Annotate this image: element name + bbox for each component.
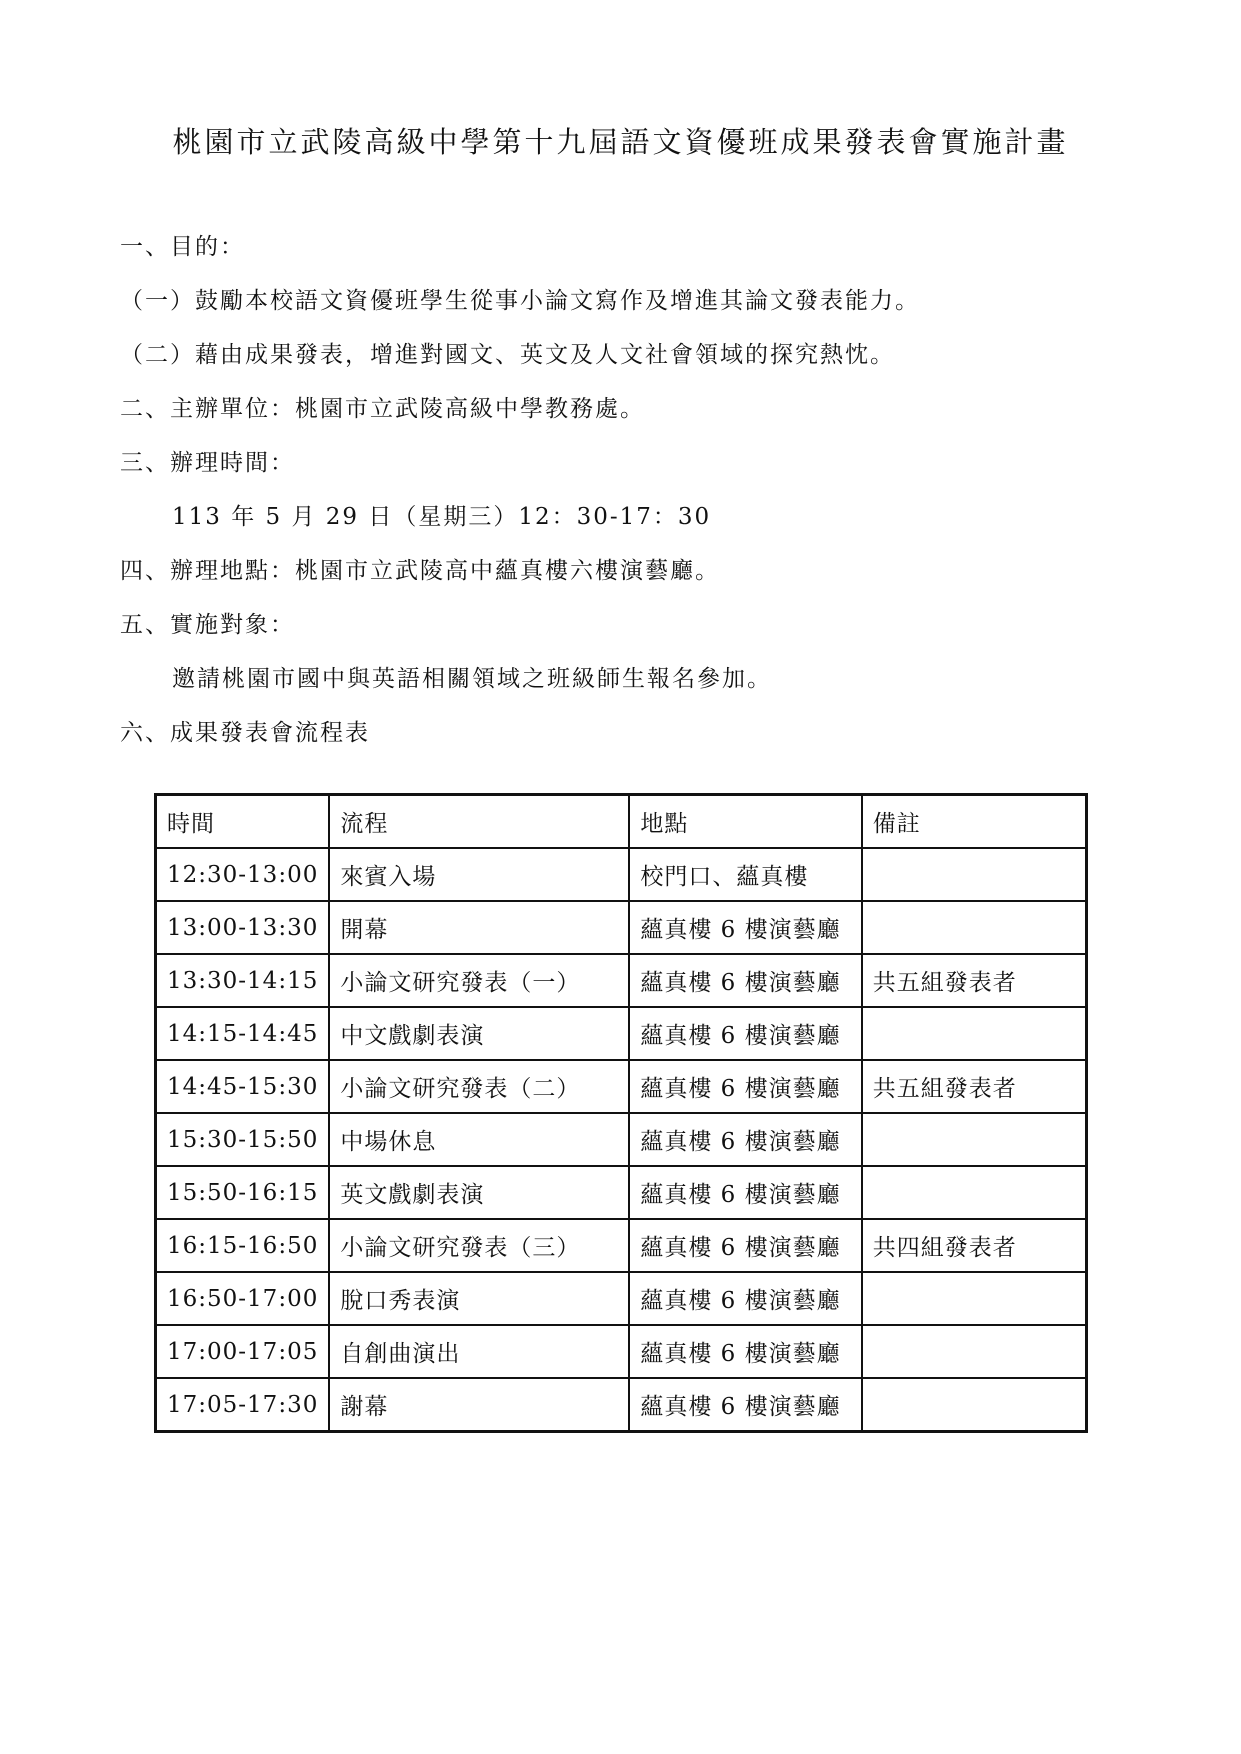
row-time: 17:00-17:05 (156, 1325, 330, 1378)
row-process: 小論文研究發表（二） (329, 1060, 629, 1113)
row-process: 中場休息 (329, 1113, 629, 1166)
table-row (156, 954, 1087, 1007)
table-row (156, 848, 1087, 901)
row-location: 蘊真樓 6 樓演藝廳 (629, 1219, 861, 1272)
row-location: 蘊真樓 6 樓演藝廳 (629, 1325, 861, 1378)
schedule-heading: 六、成果發表會流程表 (120, 720, 370, 746)
table-row (156, 1325, 1087, 1378)
row-remarks (862, 848, 1087, 901)
header-remarks: 備註 (862, 795, 1087, 849)
row-time: 16:50-17:00 (156, 1272, 330, 1325)
row-process: 自創曲演出 (329, 1325, 629, 1378)
row-remarks (862, 1325, 1087, 1378)
time-value: 113 年 5 月 29 日（星期三）12：30-17：30 (172, 504, 712, 530)
row-location: 蘊真樓 6 樓演藝廳 (629, 1166, 861, 1219)
row-remarks: 共四組發表者 (862, 1219, 1087, 1272)
row-location: 蘊真樓 6 樓演藝廳 (629, 1272, 861, 1325)
row-remarks (862, 901, 1087, 954)
row-process: 小論文研究發表（一） (329, 954, 629, 1007)
row-remarks: 共五組發表者 (862, 1060, 1087, 1113)
purpose-item-2: （二）藉由成果發表，增進對國文、英文及人文社會領域的探究熱忱。 (120, 342, 895, 368)
table-row (156, 1007, 1087, 1060)
row-location: 蘊真樓 6 樓演藝廳 (629, 1060, 861, 1113)
row-time: 14:15-14:45 (156, 1007, 330, 1060)
location-line: 四、辦理地點：桃園市立武陵高中蘊真樓六樓演藝廳。 (120, 558, 720, 584)
document-title: 桃園市立武陵高級中學第十九屆語文資優班成果發表會實施計畫 (172, 125, 1069, 159)
row-process: 謝幕 (329, 1378, 629, 1432)
table-row (156, 1272, 1087, 1325)
row-time: 15:30-15:50 (156, 1113, 330, 1166)
table-row (156, 1219, 1087, 1272)
row-process: 中文戲劇表演 (329, 1007, 629, 1060)
organizer-line: 二、主辦單位：桃園市立武陵高級中學教務處。 (120, 396, 645, 422)
row-time: 16:15-16:50 (156, 1219, 330, 1272)
time-heading: 三、辦理時間： (120, 450, 295, 476)
table-row (156, 1378, 1087, 1432)
row-process: 小論文研究發表（三） (329, 1219, 629, 1272)
purpose-heading: 一、目的： (120, 234, 245, 260)
table-row (156, 1060, 1087, 1113)
header-time: 時間 (156, 795, 330, 849)
table-row (156, 1166, 1087, 1219)
target-value: 邀請桃園市國中與英語相關領域之班級師生報名參加。 (172, 666, 772, 692)
schedule-table (154, 793, 1088, 1433)
row-time: 13:00-13:30 (156, 901, 330, 954)
row-remarks (862, 1166, 1087, 1219)
table-header-row (156, 795, 1087, 849)
row-location: 蘊真樓 6 樓演藝廳 (629, 1113, 861, 1166)
row-time: 14:45-15:30 (156, 1060, 330, 1113)
row-time: 15:50-16:15 (156, 1166, 330, 1219)
row-location: 校門口、蘊真樓 (629, 848, 861, 901)
table-row (156, 901, 1087, 954)
row-location: 蘊真樓 6 樓演藝廳 (629, 954, 861, 1007)
row-process: 脫口秀表演 (329, 1272, 629, 1325)
header-process: 流程 (329, 795, 629, 849)
row-location: 蘊真樓 6 樓演藝廳 (629, 901, 861, 954)
header-location: 地點 (629, 795, 861, 849)
row-location: 蘊真樓 6 樓演藝廳 (629, 1007, 861, 1060)
row-remarks (862, 1272, 1087, 1325)
row-time: 12:30-13:00 (156, 848, 330, 901)
row-process: 來賓入場 (329, 848, 629, 901)
row-remarks (862, 1007, 1087, 1060)
table-row (156, 1113, 1087, 1166)
row-location: 蘊真樓 6 樓演藝廳 (629, 1378, 861, 1432)
row-remarks (862, 1113, 1087, 1166)
row-time: 13:30-14:15 (156, 954, 330, 1007)
row-process: 開幕 (329, 901, 629, 954)
row-remarks: 共五組發表者 (862, 954, 1087, 1007)
row-process: 英文戲劇表演 (329, 1166, 629, 1219)
row-remarks (862, 1378, 1087, 1432)
target-heading: 五、實施對象： (120, 612, 295, 638)
row-time: 17:05-17:30 (156, 1378, 330, 1432)
purpose-item-1: （一）鼓勵本校語文資優班學生從事小論文寫作及增進其論文發表能力。 (120, 288, 920, 314)
